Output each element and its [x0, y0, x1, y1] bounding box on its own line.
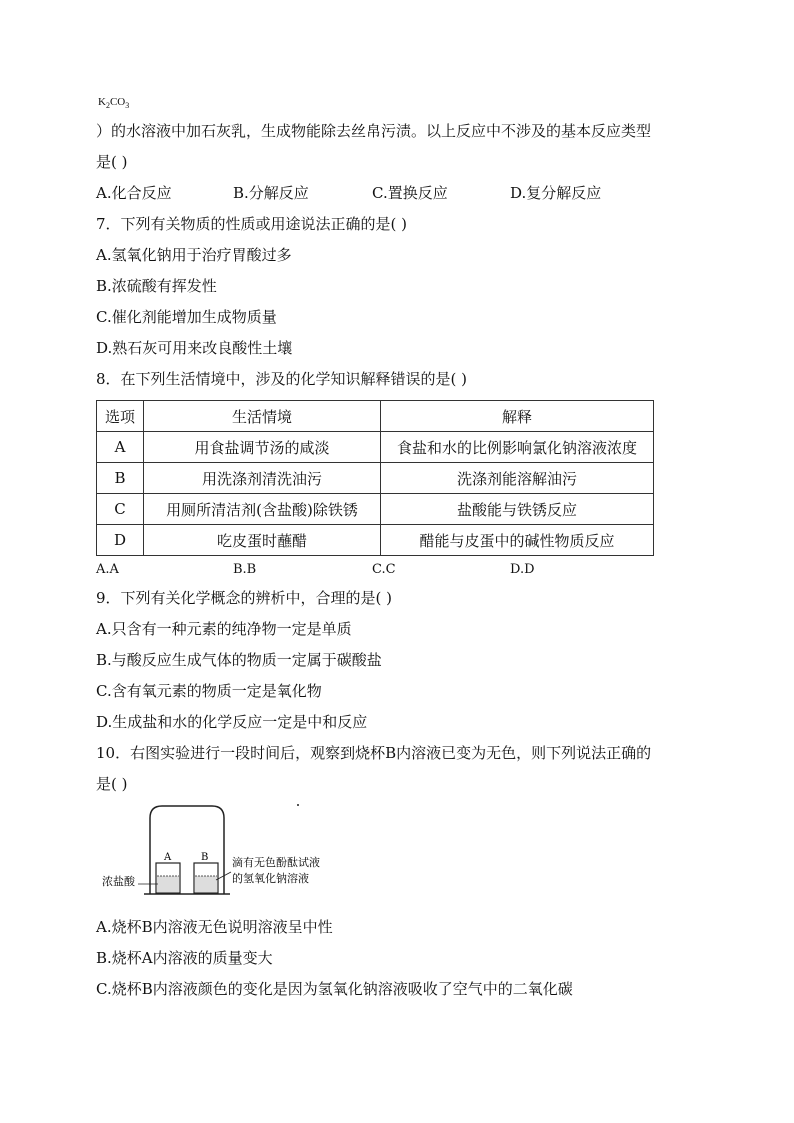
question-10-option-a: A.烧杯B内溶液无色说明溶液呈中性: [96, 918, 333, 936]
question-7-option-d: D.熟石灰可用来改良酸性土壤: [96, 339, 293, 357]
table-cell: C: [97, 494, 144, 525]
table-cell: B: [97, 463, 144, 494]
table-cell: 洗涤剂能溶解油污: [381, 463, 654, 494]
option-d: D.D: [510, 562, 535, 577]
option-a: A.A: [96, 562, 119, 577]
question-7-option-b: B.浓硫酸有挥发性: [96, 277, 217, 295]
table-cell: 盐酸能与铁锈反应: [381, 494, 654, 525]
stray-dot: [297, 804, 299, 806]
bell-jar-experiment-figure: [100, 800, 360, 900]
table-header: 选项: [97, 401, 144, 432]
table-cell: 吃皮蛋时蘸醋: [144, 525, 381, 556]
beaker-b-liquid: [195, 876, 217, 892]
table-row: [97, 525, 654, 556]
option-a: A.化合反应: [96, 184, 172, 202]
option-c: C.置换反应: [372, 184, 448, 202]
table-cell: 食盐和水的比例影响氯化钠溶液浓度: [381, 432, 654, 463]
beaker-a-label: A: [164, 852, 172, 863]
question-9-option-c: C.含有氧元素的物质一定是氧化物: [96, 682, 322, 700]
question-7-stem: 7．下列有关物质的性质或用途说法正确的是( ): [96, 215, 408, 233]
question-10-option-b: B.烧杯A内溶液的质量变大: [96, 949, 273, 967]
beaker-b-label: B: [201, 852, 209, 863]
table-row: [97, 432, 654, 463]
table-cell: 用厕所清洁剂(含盐酸)除铁锈: [144, 494, 381, 525]
option-b: B.B: [233, 562, 257, 577]
right-reagent-label-1: 滴有无色酚酞试液: [232, 856, 320, 869]
question-10-stem: 10．右图实验进行一段时间后，观察到烧杯B内溶液已变为无色，则下列说法正确的: [96, 744, 652, 762]
table-header: 生活情境: [144, 401, 381, 432]
option-c: C.C: [372, 562, 396, 577]
table-row: [97, 463, 654, 494]
potassium-carbonate-formula: $K_2CO_3$: [98, 96, 130, 111]
question-7-option-c: C.催化剂能增加生成物质量: [96, 308, 277, 326]
question-6-text-end: 是( ): [96, 153, 128, 171]
question-7-option-a: A.氢氧化钠用于治疗胃酸过多: [96, 246, 292, 264]
table-header: 解释: [381, 401, 654, 432]
option-d: D.复分解反应: [510, 184, 602, 202]
table-row: [97, 494, 654, 525]
table-cell: A: [97, 432, 144, 463]
option-b: B.分解反应: [233, 184, 309, 202]
beaker-a-liquid: [157, 876, 179, 892]
question-10-option-c: C.烧杯B内溶液颜色的变化是因为氢氧化钠溶液吸收了空气中的二氧化碳: [96, 980, 573, 998]
question-6-text-line: ）的水溶液中加石灰乳，生成物能除去丝帛污渍。以上反应中不涉及的基本反应类型: [96, 122, 652, 140]
left-reagent-label: 浓盐酸: [102, 875, 135, 888]
question-8-stem: 8．在下列生活情境中，涉及的化学知识解释错误的是( ): [96, 370, 468, 388]
question-9-stem: 9．下列有关化学概念的辨析中，合理的是( ): [96, 589, 393, 607]
question-8-table: [96, 400, 654, 556]
question-9-option-b: B.与酸反应生成气体的物质一定属于碳酸盐: [96, 651, 382, 669]
question-9-option-d: D.生成盐和水的化学反应一定是中和反应: [96, 713, 368, 731]
table-cell: 用洗涤剂清洗油污: [144, 463, 381, 494]
table-cell: D: [97, 525, 144, 556]
right-reagent-label-2: 的氢氧化钠溶液: [232, 872, 309, 885]
table-header-row: [97, 401, 654, 432]
table-cell: 醋能与皮蛋中的碱性物质反应: [381, 525, 654, 556]
question-10-stem-end: 是( ): [96, 775, 128, 793]
table-cell: 用食盐调节汤的咸淡: [144, 432, 381, 463]
question-9-option-a: A.只含有一种元素的纯净物一定是单质: [96, 620, 352, 638]
